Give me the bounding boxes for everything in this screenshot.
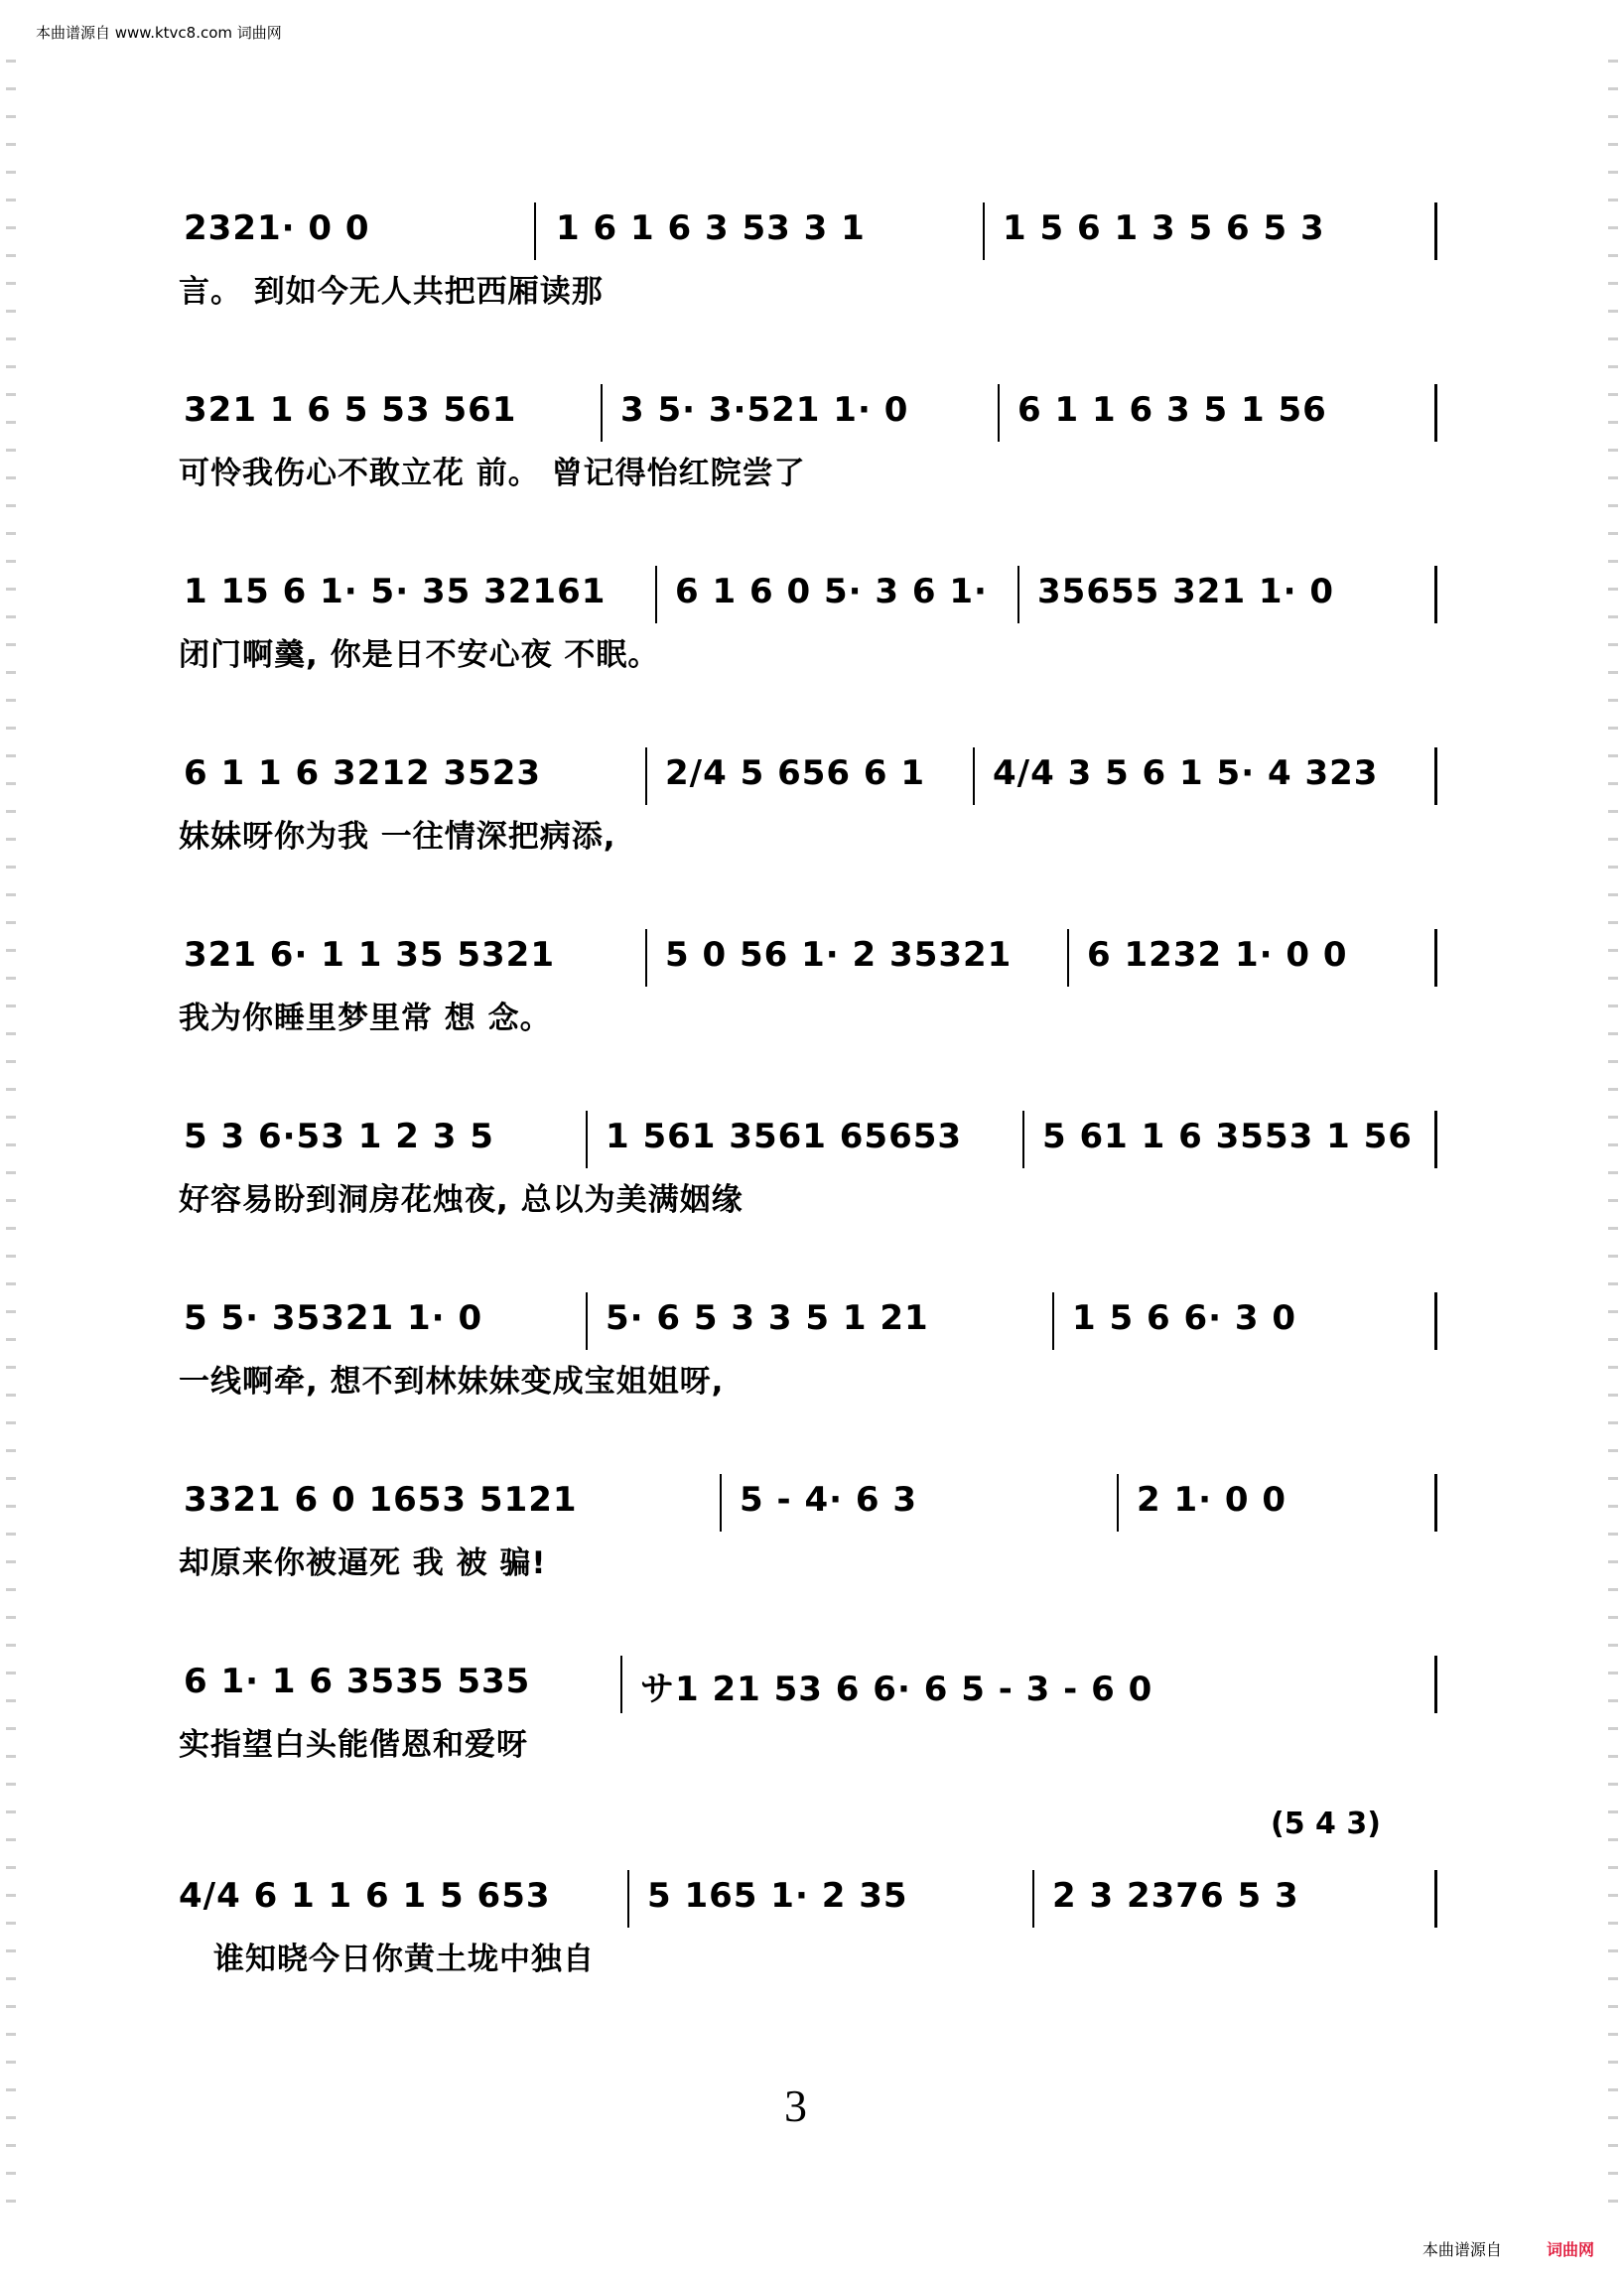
measure: 6 1 1 6 3212 3523 bbox=[184, 753, 542, 793]
measure: 321 1 6 5 53 561 bbox=[184, 390, 517, 430]
barline bbox=[1434, 1870, 1437, 1928]
barline bbox=[601, 384, 603, 442]
measure: 3 5· 3·521 1· 0 bbox=[620, 390, 909, 430]
measure: 321 6· 1 1 35 5321 bbox=[184, 935, 555, 975]
score-system-6 bbox=[169, 1107, 1449, 1216]
barline bbox=[645, 929, 647, 987]
lyrics-line: 实指望白头能偕恩和爱呀 bbox=[179, 1727, 528, 1763]
barline bbox=[1022, 1111, 1024, 1168]
footer bbox=[1422, 2237, 1594, 2260]
right-border-strip bbox=[1608, 60, 1618, 2223]
measure: 2 1· 0 0 bbox=[1137, 1480, 1287, 1520]
barline bbox=[720, 1474, 722, 1532]
barline bbox=[1434, 1474, 1437, 1532]
barline bbox=[1032, 1870, 1034, 1928]
lyrics-line: 好容易盼到洞房花烛夜, 总以为美满姻缘 bbox=[179, 1182, 744, 1218]
score-system-4 bbox=[169, 743, 1449, 853]
measure: 2 3 2376 5 3 bbox=[1052, 1876, 1299, 1916]
lyrics-line: 谁知晓今日你黄土垅中独自 bbox=[213, 1942, 595, 1977]
barline bbox=[1434, 202, 1437, 260]
score-system-10 bbox=[169, 1866, 1449, 1975]
score-system-3 bbox=[169, 562, 1449, 671]
measure: 1 5 6 1 3 5 6 5 3 bbox=[1003, 208, 1325, 248]
measure: 1 6 1 6 3 53 3 1 bbox=[556, 208, 866, 248]
score-system-2 bbox=[169, 380, 1449, 489]
measure: 1 561 3561 65653 bbox=[606, 1117, 963, 1156]
measure: 5 - 4· 6 3 bbox=[740, 1480, 918, 1520]
barline bbox=[645, 747, 647, 805]
barline bbox=[1434, 1111, 1437, 1168]
barline bbox=[973, 747, 975, 805]
measure: 6 1 6 0 5· 3 6 1· bbox=[675, 572, 988, 611]
measure: 2/4 5 656 6 1 bbox=[665, 753, 926, 793]
barline bbox=[983, 202, 985, 260]
measure: 4/4 6 1 1 6 1 5 653 bbox=[179, 1876, 551, 1916]
barline bbox=[1434, 566, 1437, 623]
measure: 1 5 6 6· 3 0 bbox=[1072, 1298, 1297, 1338]
lyrics-line: 妹妹呀你为我 一往情深把病添, bbox=[179, 819, 616, 855]
lyrics-line: 一线啊牵, 想不到林妹妹变成宝姐姐呀, bbox=[179, 1364, 725, 1400]
left-border-strip bbox=[6, 60, 16, 2223]
barline bbox=[1117, 1474, 1119, 1532]
barline bbox=[998, 384, 1000, 442]
score-system-8 bbox=[169, 1470, 1449, 1579]
barline bbox=[1067, 929, 1069, 987]
barline bbox=[586, 1111, 588, 1168]
measure: 5 0 56 1· 2 35321 bbox=[665, 935, 1013, 975]
barline bbox=[1052, 1292, 1054, 1350]
measure: 1 15 6 1· 5· 35 32161 bbox=[184, 572, 607, 611]
score-system-5 bbox=[169, 925, 1449, 1034]
barline bbox=[534, 202, 536, 260]
barline bbox=[1434, 929, 1437, 987]
measure: 6 1· 1 6 3535 535 bbox=[184, 1662, 531, 1701]
footer-brand-link[interactable]: 词曲网 bbox=[1546, 2240, 1594, 2259]
measure: 5 3 6·53 1 2 3 5 bbox=[184, 1117, 494, 1156]
aside-notes: (5 4 3) bbox=[1271, 1807, 1381, 1841]
measure: 2321· 0 0 bbox=[184, 208, 370, 248]
barline bbox=[627, 1870, 629, 1928]
barline bbox=[1017, 566, 1019, 623]
score-system-9 bbox=[169, 1652, 1449, 1761]
measure: 5 165 1· 2 35 bbox=[647, 1876, 908, 1916]
barline bbox=[620, 1656, 622, 1713]
page-number: 3 bbox=[784, 2080, 807, 2131]
lyrics-line: 闭门啊羹, 你是日不安心夜 不眠。 bbox=[179, 637, 660, 673]
measure: サ1 21 53 6 6· 6 5 - 3 - 6 0 bbox=[640, 1670, 1153, 1709]
measure: 5 5· 35321 1· 0 bbox=[184, 1298, 483, 1338]
barline bbox=[586, 1292, 588, 1350]
measure: 5· 6 5 3 3 5 1 21 bbox=[606, 1298, 929, 1338]
measure: 5 61 1 6 3553 1 56 bbox=[1042, 1117, 1413, 1156]
measure: 35655 321 1· 0 bbox=[1037, 572, 1334, 611]
measure: 6 1 1 6 3 5 1 56 bbox=[1017, 390, 1327, 430]
measure: 6 1232 1· 0 0 bbox=[1087, 935, 1348, 975]
barline bbox=[1434, 384, 1437, 442]
measure: 3321 6 0 1653 5121 bbox=[184, 1480, 578, 1520]
lyrics-line: 可怜我伤心不敢立花 前。 曾记得怡红院尝了 bbox=[179, 456, 806, 491]
score-system-7 bbox=[169, 1288, 1449, 1398]
lyrics-line: 却原来你被逼死 我 被 骗! bbox=[179, 1545, 547, 1581]
barline bbox=[1434, 1656, 1437, 1713]
measure: 4/4 3 5 6 1 5· 4 323 bbox=[993, 753, 1379, 793]
score-system-1 bbox=[169, 199, 1449, 308]
barline bbox=[1434, 1292, 1437, 1350]
header-source: 本曲谱源自 www.ktvc8.com 词曲网 bbox=[36, 24, 282, 42]
lyrics-line: 我为你睡里梦里常 想 念。 bbox=[179, 1001, 552, 1036]
barline bbox=[1434, 747, 1437, 805]
footer-source: 本曲谱源自 bbox=[1421, 2240, 1502, 2259]
lyrics-line: 言。 到如今无人共把西厢读那 bbox=[179, 274, 604, 310]
barline bbox=[655, 566, 657, 623]
